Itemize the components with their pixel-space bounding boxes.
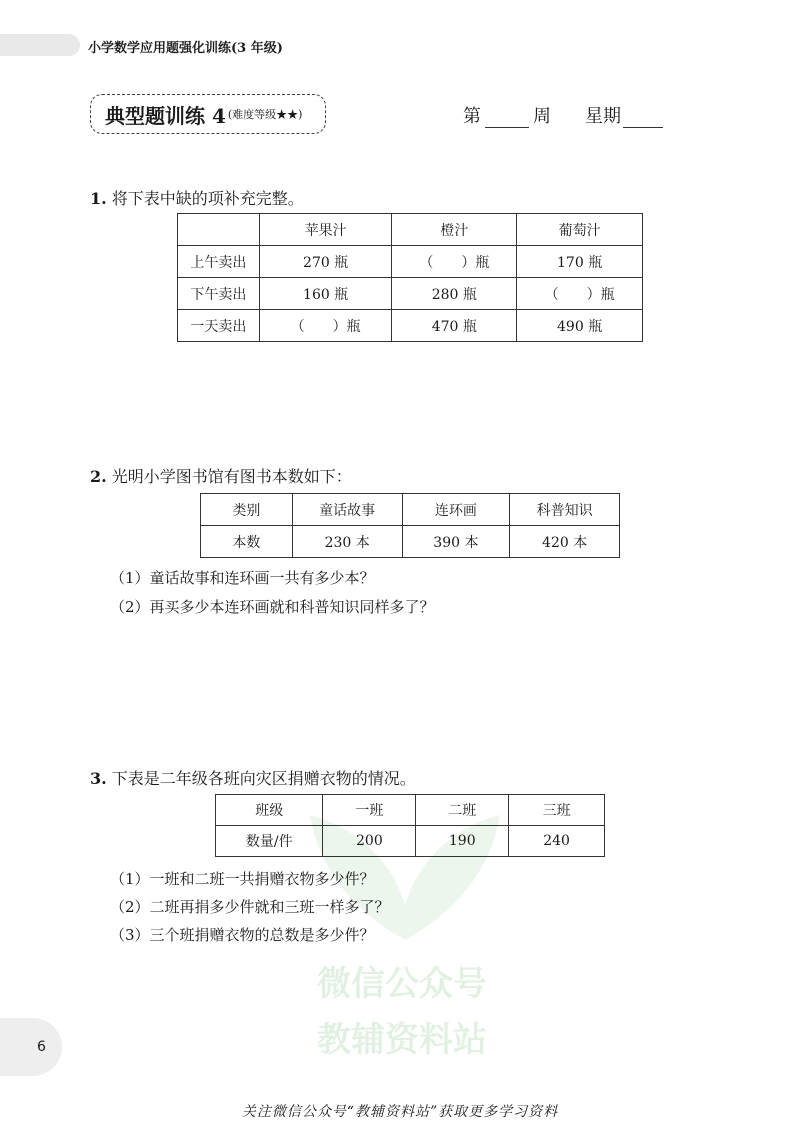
q2-text: 光明小学图书馆有图书本数如下： [111, 467, 352, 486]
table-row [201, 494, 620, 526]
header-bar [0, 34, 80, 56]
weekday-blank[interactable] [623, 105, 663, 128]
table-cell: 童话故事 [292, 494, 402, 526]
table-cell: 葡萄汁 [517, 214, 643, 246]
q1-title [90, 186, 304, 209]
table-row [178, 310, 643, 342]
q3-title [90, 766, 416, 789]
q3-number: 3. [90, 769, 107, 788]
table-cell: 170 瓶 [517, 246, 643, 278]
week-label-di: 第 [463, 106, 481, 127]
table-cell: 下午卖出 [178, 278, 260, 310]
table-row [178, 246, 643, 278]
table-cell: 类别 [201, 494, 293, 526]
answer-blank-cell[interactable]: （ ）瓶 [392, 246, 517, 278]
table-cell: 470 瓶 [392, 310, 517, 342]
q3-sub-question: （3）三个班捐赠衣物的总数是多少件？ [110, 926, 375, 944]
table-row [178, 214, 643, 246]
section-title: 典型题训练 4 [105, 103, 226, 128]
table-cell: 苹果汁 [259, 214, 392, 246]
table-cell [178, 214, 260, 246]
table-cell: 一班 [323, 795, 416, 826]
q3-table [215, 794, 605, 857]
table-cell: 420 本 [510, 526, 620, 558]
table-cell: 240 [509, 826, 605, 857]
table-cell: 二班 [416, 795, 509, 826]
table-cell: 390 本 [402, 526, 510, 558]
table-cell: 一天卖出 [178, 310, 260, 342]
q2-number: 2. [90, 467, 107, 486]
q2-title [90, 464, 352, 487]
q3-text: 下表是二年级各班向灾区捐赠衣物的情况。 [111, 769, 416, 788]
difficulty-level: (难度等级★★) [227, 108, 303, 121]
q1-text: 将下表中缺的项补充完整。 [111, 189, 304, 208]
table-row [201, 526, 620, 558]
table-cell: 连环画 [402, 494, 510, 526]
q1-number: 1. [90, 189, 107, 208]
table-row [216, 826, 605, 857]
table-cell: 三班 [509, 795, 605, 826]
page-number-tab [0, 1018, 62, 1076]
week-day-line [463, 102, 663, 128]
table-cell: 科普知识 [510, 494, 620, 526]
q2-table [200, 493, 620, 558]
section-heading-box [90, 94, 326, 134]
q2-sub-question: （2）再买多少本连环画就和科普知识同样多了？ [110, 598, 435, 616]
table-cell: 160 瓶 [259, 278, 392, 310]
q2-sub-question: （1）童话故事和连环画一共有多少本？ [110, 569, 375, 587]
answer-blank-cell[interactable]: （ ）瓶 [517, 278, 643, 310]
table-cell: 200 [323, 826, 416, 857]
watermark-line: 微信公众号 [317, 964, 487, 1004]
table-cell: 橙汁 [392, 214, 517, 246]
watermark-line: 教辅资料站 [317, 1020, 487, 1060]
q1-table [177, 213, 643, 342]
table-cell: 270 瓶 [259, 246, 392, 278]
q3-sub-question: （2）二班再捐多少件就和三班一样多了？ [110, 898, 390, 916]
footer-note: 关注微信公众号“教辅资料站”获取更多学习资料 [241, 1104, 559, 1120]
answer-blank-cell[interactable]: （ ）瓶 [259, 310, 392, 342]
table-row [216, 795, 605, 826]
week-blank[interactable] [485, 105, 529, 128]
watermark [302, 956, 502, 1068]
weekday-label: 星期 [585, 106, 621, 127]
q3-sub-question: （1）一班和二班一共捐赠衣物多少件？ [110, 870, 375, 888]
table-cell: 本数 [201, 526, 293, 558]
page-number: 6 [37, 1039, 46, 1055]
book-title: 小学数学应用题强化训练(3 年级) [88, 41, 283, 56]
table-cell: 230 本 [292, 526, 402, 558]
week-label-zhou: 周 [533, 106, 551, 127]
table-cell: 490 瓶 [517, 310, 643, 342]
table-cell: 班级 [216, 795, 323, 826]
table-cell: 数量/件 [216, 826, 323, 857]
table-cell: 190 [416, 826, 509, 857]
table-cell: 280 瓶 [392, 278, 517, 310]
table-row [178, 278, 643, 310]
table-cell: 上午卖出 [178, 246, 260, 278]
